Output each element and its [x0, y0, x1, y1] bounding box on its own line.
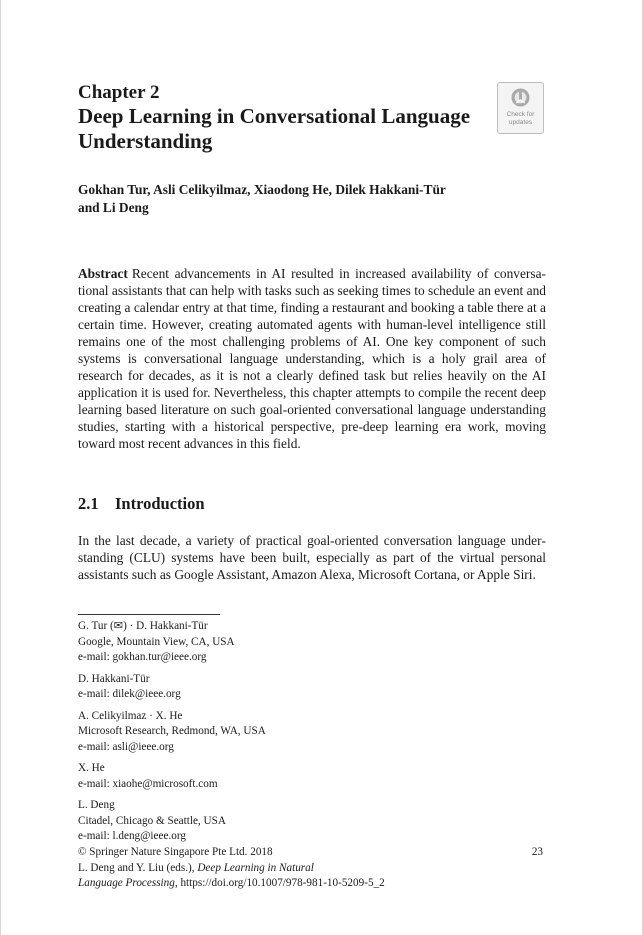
- book-title-continued: Language Processing: [78, 877, 175, 890]
- affiliation-line: Google, Mountain View, CA, USA: [78, 635, 235, 648]
- affiliation-line: Microsoft Research, Redmond, WA, USA: [78, 725, 266, 737]
- affiliation-line: G. Tur (✉) · D. Hakkani-Tür: [78, 620, 208, 632]
- abstract-text: Recent advancements in AI resulted in increased availability of conversational assistants that can help with tasks such as seeking times to schedule an event and creating a calendar entry at that time, finding a restaurant and booking a table there at a certain time. However, creating automated agents with human-level intelligence still remains one of the most challenging problems of AI. One key component of such systems is conversational language understanding, which is a holy grail area of research for decades, as it is not a clearly defined task but relies heavily on the AI application it is used for. Nevertheless, this chapter attempts to compile the recent deep learning based literature on such goal-oriented conversational language understanding studies, starting with a historical perspective, pre-deep learning era work, moving toward most recent advances in this field.: [78, 266, 546, 451]
- check-for-updates-icon: [511, 88, 530, 107]
- badge-line-1: Check for: [506, 111, 535, 118]
- affiliation-email[interactable]: e-mail: xiaohe@microsoft.com: [78, 777, 218, 790]
- citation-line-1: [78, 861, 546, 877]
- abstract-label: Abstract: [78, 266, 128, 281]
- affiliation-block: [78, 619, 546, 666]
- doi-link[interactable]: , https://doi.org/10.1007/978-981-10-5209-5_2: [174, 877, 385, 890]
- affiliation-email[interactable]: e-mail: dilek@ieee.org: [78, 688, 181, 700]
- affiliation-block: [78, 709, 546, 756]
- affiliation-line: L. Deng: [78, 799, 115, 811]
- page-number: 23: [531, 846, 543, 858]
- affiliation-email[interactable]: e-mail: l.deng@ieee.org: [78, 830, 186, 842]
- chapter-label: Chapter 2: [78, 82, 160, 103]
- copyright-notice: © Springer Nature Singapore Pte Ltd. 2018: [78, 846, 273, 858]
- authors-line-2: and Li Deng: [78, 200, 149, 215]
- introduction-paragraph: In the last decade, a variety of practical goal-oriented conversation language understanding (CLU) systems have been built, especially as part of the virtual personal assistants such as Google Assistant, Amazon Alexa, Microsoft Cortana, or Apple Siri.: [78, 533, 546, 582]
- authors-line-1: Gokhan Tur, Asli Celikyilmaz, Xiaodong He, Dilek Hakkani-Tür: [78, 182, 446, 197]
- section-number: 2.1: [78, 494, 99, 513]
- affiliation-line: Citadel, Chicago & Seattle, USA: [78, 814, 226, 827]
- section-heading: [78, 494, 205, 514]
- author-affiliations: [78, 619, 546, 851]
- affiliation-block: [78, 761, 546, 792]
- section-title: Introduction: [115, 494, 205, 513]
- badge-line-2: updates: [508, 118, 533, 126]
- editors: L. Deng and Y. Liu (eds.),: [78, 861, 198, 874]
- affiliation-email[interactable]: e-mail: asli@ieee.org: [78, 740, 174, 753]
- affiliation-block: [78, 798, 546, 845]
- affiliation-line: A. Celikyilmaz · X. He: [78, 709, 183, 722]
- affiliation-email[interactable]: e-mail: gokhan.tur@ieee.org: [78, 651, 207, 663]
- affiliation-line: D. Hakkani-Tür: [78, 672, 150, 685]
- footnote-divider: [78, 614, 220, 615]
- chapter-title: Deep Learning in Conversational Language Understanding: [78, 104, 471, 153]
- book-title: Deep Learning in Natural: [197, 861, 314, 874]
- author-list: [78, 181, 558, 217]
- badge-label: [498, 111, 543, 126]
- affiliation-block: [78, 672, 546, 703]
- check-for-updates-badge[interactable]: [497, 82, 544, 134]
- abstract: [78, 266, 546, 452]
- publication-footer: [78, 845, 546, 892]
- affiliation-line: X. He: [78, 762, 105, 774]
- citation-line-2: [78, 876, 546, 892]
